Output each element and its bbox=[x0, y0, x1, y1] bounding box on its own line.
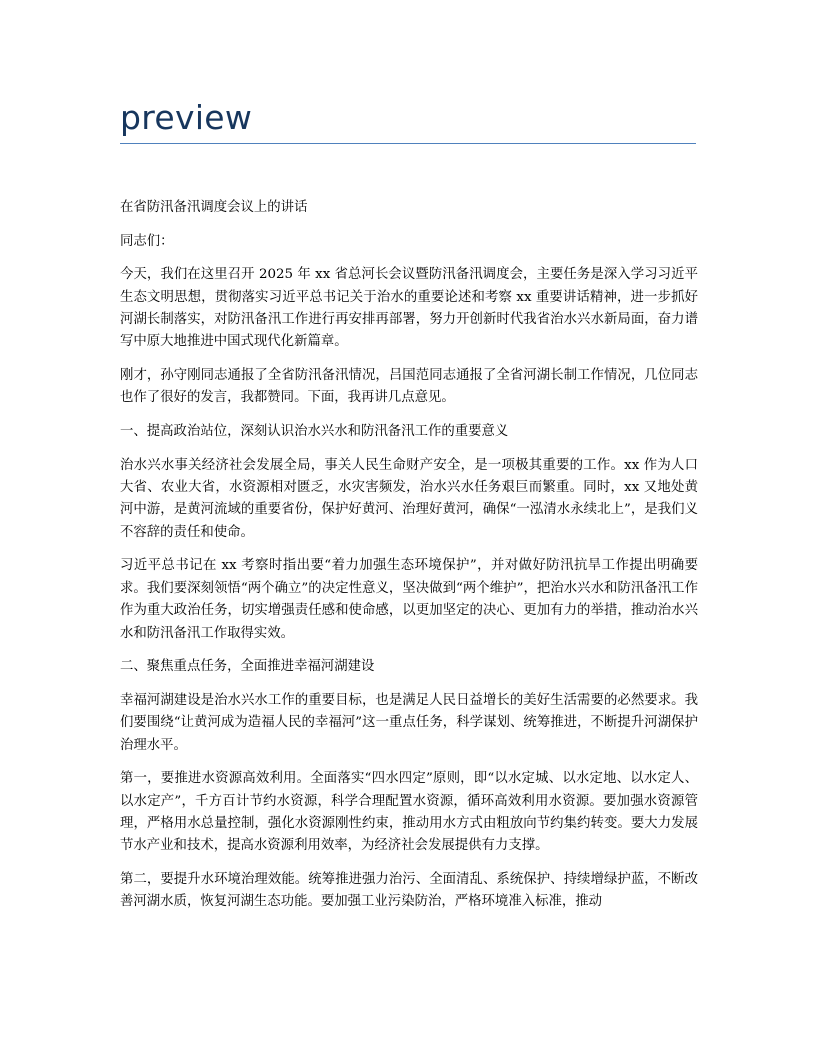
speech-title: 在省防汛备汛调度会议上的讲话 bbox=[120, 200, 308, 215]
document-body bbox=[120, 197, 698, 925]
body-paragraph: 第二，要提升水环境治理效能。统筹推进强力治污、全面清乱、系统保护、持续增绿护蓝，不断改善河湖水质，恢复河湖生态功能。要加强工业污染防治，严格环境准入标准，推动 bbox=[120, 872, 698, 910]
body-paragraph: 今天，我们在这里召开 2025 年 xx 省总河长会议暨防汛备汛调度会，主要任务是深入学习习近平生态文明思想，贯彻落实习近平总书记关于治水的重要论述和考察 xx 重要讲话精神，进一步抓好河湖长制落实，对防汛备汛工作进行再安排再部署，努力开创新时代我省治水兴水新局面，奋力谱写中原大地推进中国式现代化新篇章。 bbox=[120, 267, 698, 350]
salutation: 同志们： bbox=[120, 233, 174, 249]
header-divider bbox=[120, 143, 696, 144]
page-title: preview bbox=[120, 98, 253, 137]
section-heading: 二、聚焦重点任务，全面推进幸福河湖建设 bbox=[120, 659, 375, 675]
body-paragraph: 刚才，孙守刚同志通报了全省防汛备汛情况，吕国范同志通报了全省河湖长制工作情况，几位同志也作了很好的发言，我都赞同。下面，我再讲几点意见。 bbox=[120, 368, 698, 406]
body-paragraph: 习近平总书记在 xx 考察时指出要“着力加强生态环境保护”，并对做好防汛抗旱工作提出明确要求。我们要深刻领悟“两个确立”的决定性意义，坚决做到“两个维护”，把治水兴水和防汛备汛工作作为重大政治任务，切实增强责任感和使命感，以更加坚定的决心、更加有力的举措，推动治水兴水和防汛备汛工作取得实效。 bbox=[120, 558, 698, 641]
body-paragraph: 幸福河湖建设是治水兴水工作的重要目标，也是满足人民日益增长的美好生活需要的必然要求。我们要围绕“让黄河成为造福人民的幸福河”这一重点任务，科学谋划、统筹推进，不断提升河湖保护治理水平。 bbox=[120, 692, 698, 753]
section-heading: 一、提高政治站位，深刻认识治水兴水和防汛备汛工作的重要意义 bbox=[120, 424, 509, 439]
body-paragraph: 第一，要推进水资源高效利用。全面落实“四水四定”原则，即“以水定城、以水定地、以水定人、以水定产”，千方百计节约水资源，科学合理配置水资源，循环高效利用水资源。要加强水资源管理，严格用水总量控制，强化水资源刚性约束，推动用水方式由粗放向节约集约转变。要大力发展节水产业和技术，提高水资源利用效率，为经济社会发展提供有力支撑。 bbox=[120, 771, 698, 854]
body-paragraph: 治水兴水事关经济社会发展全局，事关人民生命财产安全，是一项极其重要的工作。xx 作为人口大省、农业大省，水资源相对匮乏，水灾害频发，治水兴水任务艰巨而繁重。同时，xx 又地处黄河中游，是黄河流域的重要省份，保护好黄河、治理好黄河，确保“一泓清水永续北上”，是我们义不容辞的责任和使命。 bbox=[120, 457, 698, 540]
